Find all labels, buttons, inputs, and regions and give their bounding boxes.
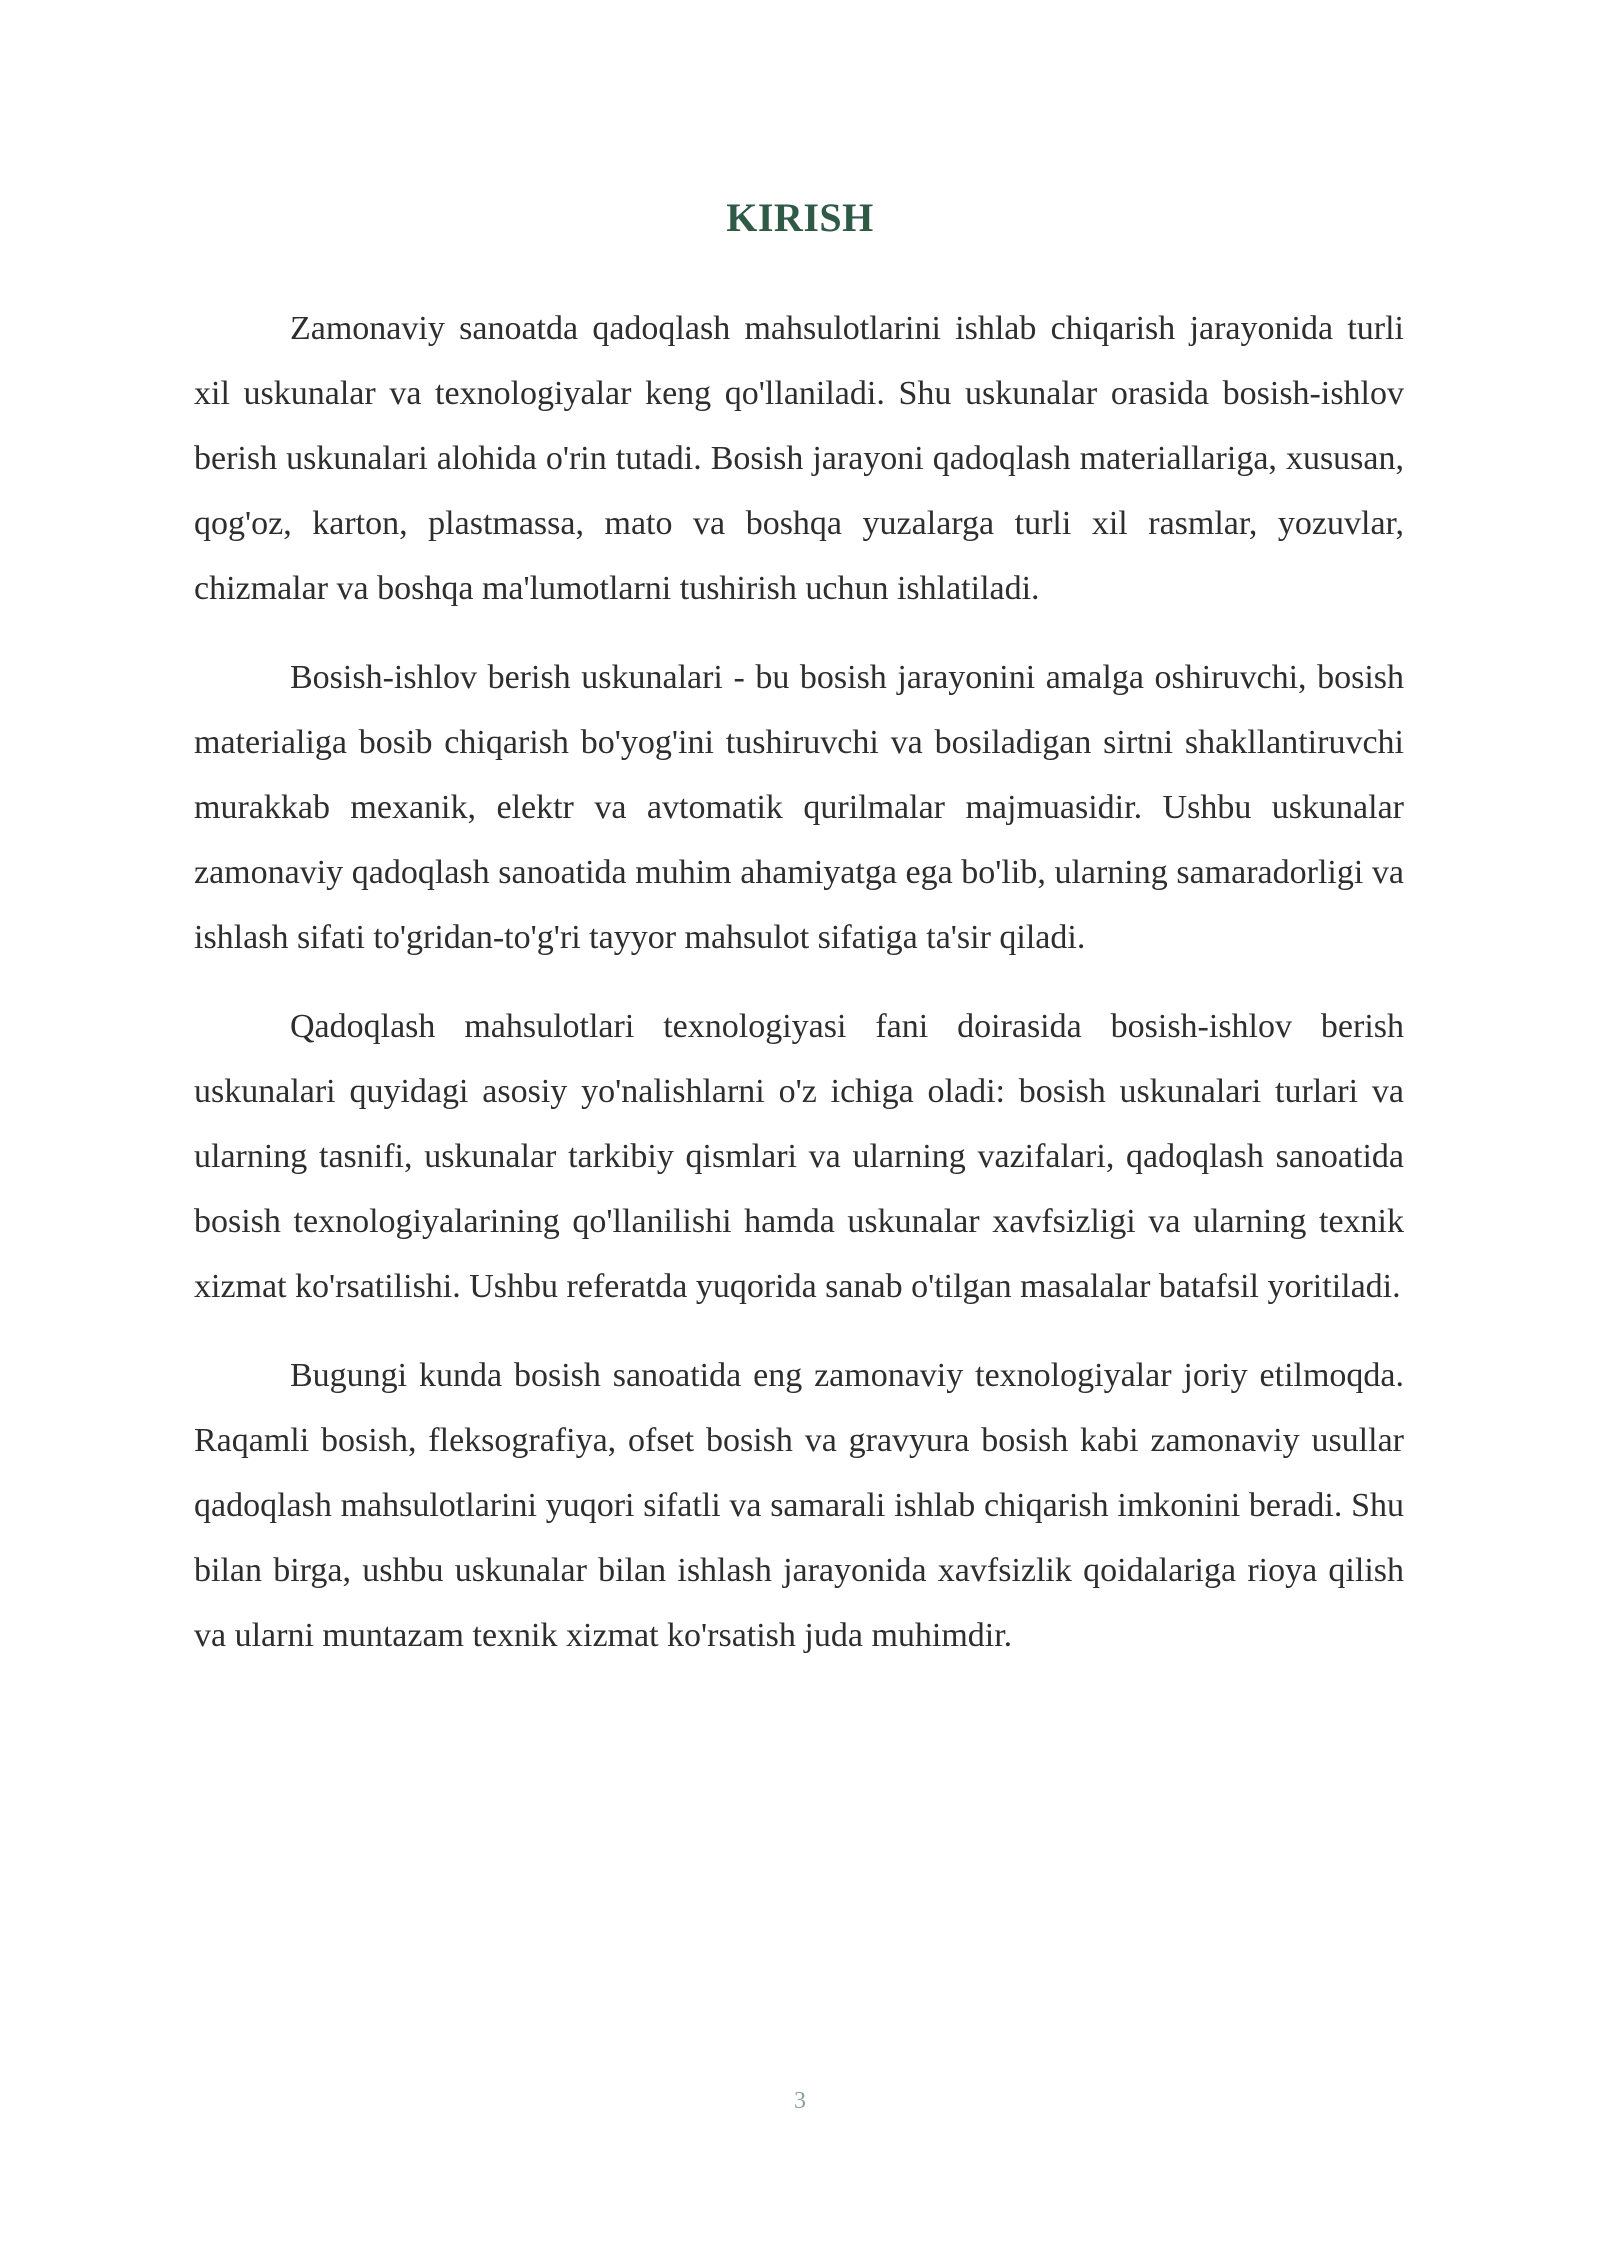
document-body (194, 296, 1404, 1692)
paragraph-3: Qadoqlash mahsulotlari texnologiyasi fani doirasida bosish-ishlov berish uskunalari quyidagi asosiy yo'nalishlarni o'z ichiga oladi: bosish uskunalari turlari va ularning tasnifi, uskunalar tarkibiy qismlari va ularning vazifalari, qadoqlash sanoatida bosish texnologiyalarining qo'llanilishi hamda uskunalar xavfsizligi va ularning texnik xizmat ko'rsatilishi. Ushbu referatda yuqorida sanab o'tilgan masalalar batafsil yoritiladi. (194, 1008, 1404, 1305)
page-title: KIRISH (726, 195, 874, 240)
paragraph-2: Bosish-ishlov berish uskunalari - bu bosish jarayonini amalga oshiruvchi, bosish materialiga bosib chiqarish bo'yog'ini tushiruvchi va bosiladigan sirtni shakllantiruvchi murakkab mexanik, elektr va avtomatik qurilmalar majmuasidir. Ushbu uskunalar zamonaviy qadoqlash sanoatida muhim ahamiyatga ega bo'lib, ularning samaradorligi va ishlash sifati to'gridan-to'g'ri tayyor mahsulot sifatiga ta'sir qiladi. (194, 659, 1404, 956)
paragraph-1: Zamonaviy sanoatda qadoqlash mahsulotlarini ishlab chiqarish jarayonida turli xil uskunalar va texnologiyalar keng qo'llaniladi. Shu uskunalar orasida bosish-ishlov berish uskunalari alohida o'rin tutadi. Bosish jarayoni qadoqlash materiallariga, xususan, qog'oz, karton, plastmassa, mato va boshqa yuzalarga turli xil rasmlar, yozuvlar, chizmalar va boshqa ma'lumotlarni tushirish uchun ishlatiladi. (194, 310, 1404, 607)
paragraph-4: Bugungi kunda bosish sanoatida eng zamonaviy texnologiyalar joriy etilmoqda. Raqamli bosish, fleksografiya, ofset bosish va gravyura bosish kabi zamonaviy usullar qadoqlash mahsulotlarini yuqori sifatli va samarali ishlab chiqarish imkonini beradi. Shu bilan birga, ushbu uskunalar bilan ishlash jarayonida xavfsizlik qoidalariga rioya qilish va ularni muntazam texnik xizmat ko'rsatish juda muhimdir. (194, 1357, 1404, 1654)
page-number: 3 (794, 2088, 806, 2114)
